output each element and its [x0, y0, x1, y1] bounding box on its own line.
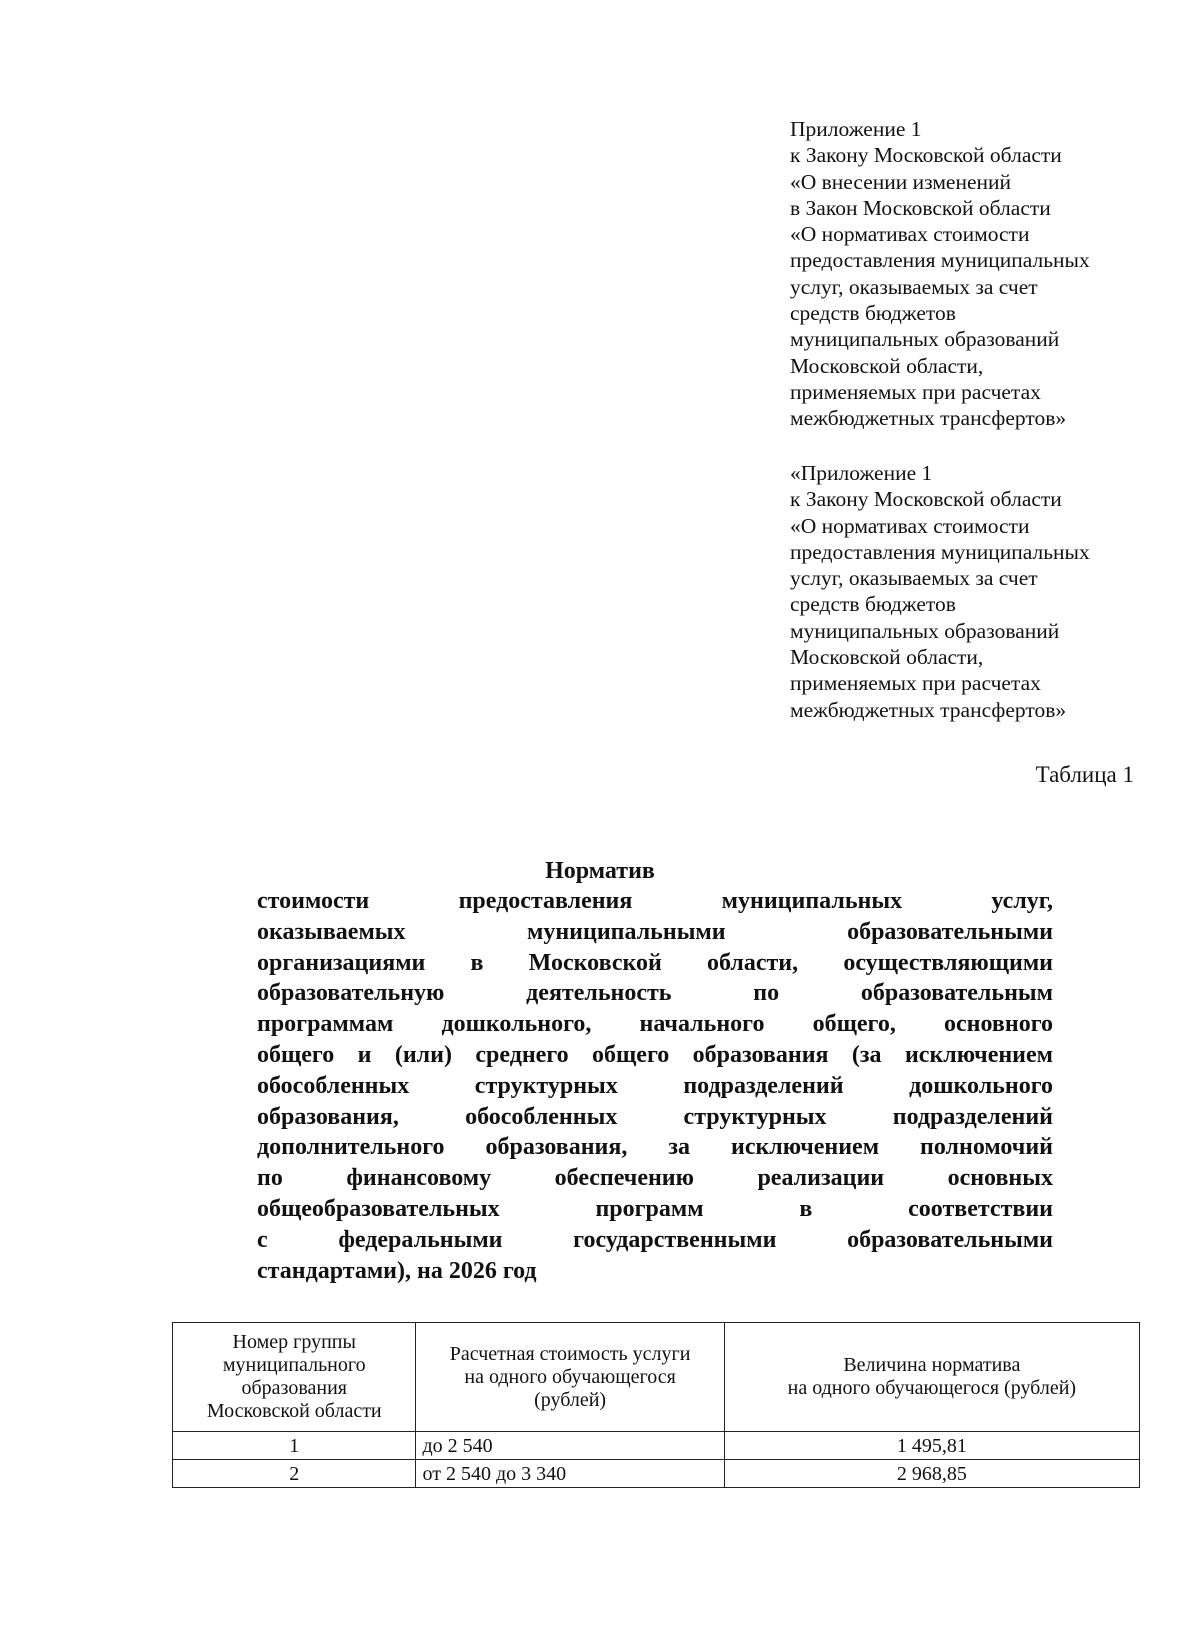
annex-header-amendment	[790, 116, 1170, 432]
subtitle-line: стоимости предоставления муниципальных услуг,	[257, 888, 1053, 914]
document-title: Норматив	[545, 858, 655, 884]
cell-group: 2	[173, 1460, 416, 1488]
header-group-number	[173, 1323, 416, 1432]
annex-header-original	[790, 460, 1170, 723]
annex-line: к Закону Московской области	[790, 487, 1062, 512]
annex-line: межбюджетных трансфертов»	[790, 406, 1067, 431]
cell-range: до 2 540	[416, 1432, 724, 1460]
header-norm-value	[724, 1323, 1139, 1432]
annex-line: средств бюджетов	[790, 301, 956, 326]
annex-line: «О нормативах стоимости	[790, 513, 1030, 538]
subtitle-line: организациями в Московской области, осуществляющими	[257, 949, 1053, 976]
table-label: Таблица 1	[1035, 762, 1134, 787]
norm-table	[172, 1322, 1140, 1488]
annex-line: Приложение 1	[790, 117, 922, 141]
annex-line: средств бюджетов	[790, 592, 956, 617]
annex-line: предоставления муниципальных	[790, 539, 1090, 564]
header-line: Величина норматива	[843, 1354, 1021, 1376]
header-line: Номер группы	[232, 1331, 356, 1353]
table-header-row	[173, 1323, 1140, 1432]
subtitle-line: образования, обособленных структурных подразделений	[257, 1103, 1053, 1130]
subtitle-line: дополнительного образования, за исключением полномочий	[257, 1134, 1053, 1161]
subtitle-line: по финансовому обеспечению реализации основных	[257, 1165, 1053, 1192]
header-estimated-cost	[416, 1323, 724, 1432]
header-line: муниципального	[222, 1354, 366, 1376]
cell-group: 1	[173, 1432, 416, 1460]
table-row	[173, 1432, 1140, 1460]
subtitle-line: с федеральными государственными образовательными	[257, 1226, 1053, 1253]
subtitle-line: образовательную деятельность по образовательным	[257, 980, 1053, 1007]
subtitle-line: обособленных структурных подразделений дошкольного	[257, 1072, 1053, 1099]
annex-line: услуг, оказываемых за счет	[790, 274, 1038, 299]
annex-line: услуг, оказываемых за счет	[790, 566, 1038, 591]
annex-line: муниципальных образований	[790, 327, 1060, 352]
header-line: на одного обучающегося (рублей)	[787, 1377, 1077, 1399]
cell-value: 2 968,85	[724, 1460, 1139, 1488]
header-line: на одного обучающегося	[464, 1365, 676, 1388]
annex-line: применяемых при расчетах	[790, 671, 1041, 696]
header-line: Расчетная стоимость услуги	[449, 1342, 691, 1365]
subtitle-line: стандартами), на 2026 год	[257, 1257, 537, 1284]
subtitle-line: программам дошкольного, начального общего, основного	[257, 1011, 1053, 1038]
document-subtitle	[257, 886, 1053, 1286]
annex-line: предоставления муниципальных	[790, 248, 1090, 273]
annex-line: «О внесении изменений	[790, 169, 1012, 194]
header-line: Московской области	[206, 1400, 382, 1422]
annex-line: Московской области,	[790, 353, 984, 378]
header-line: (рублей)	[534, 1388, 607, 1411]
annex-line: межбюджетных трансфертов»	[790, 697, 1067, 722]
cell-value: 1 495,81	[724, 1432, 1139, 1460]
annex-line: к Закону Московской области	[790, 143, 1062, 168]
cell-range: от 2 540 до 3 340	[416, 1460, 724, 1488]
subtitle-line: общеобразовательных программ в соответствии	[257, 1195, 1053, 1222]
annex-line: применяемых при расчетах	[790, 379, 1041, 404]
annex-line: в Закон Московской области	[790, 195, 1051, 220]
header-line: образования	[241, 1377, 347, 1399]
table-row	[173, 1460, 1140, 1488]
subtitle-line: общего и (или) среднего общего образования (за исключением	[257, 1041, 1053, 1068]
subtitle-line: оказываемых муниципальными образовательными	[257, 918, 1053, 945]
annex-line: «Приложение 1	[790, 461, 933, 485]
annex-line: «О нормативах стоимости	[790, 222, 1030, 247]
annex-line: Московской области,	[790, 645, 984, 670]
annex-line: муниципальных образований	[790, 618, 1060, 643]
